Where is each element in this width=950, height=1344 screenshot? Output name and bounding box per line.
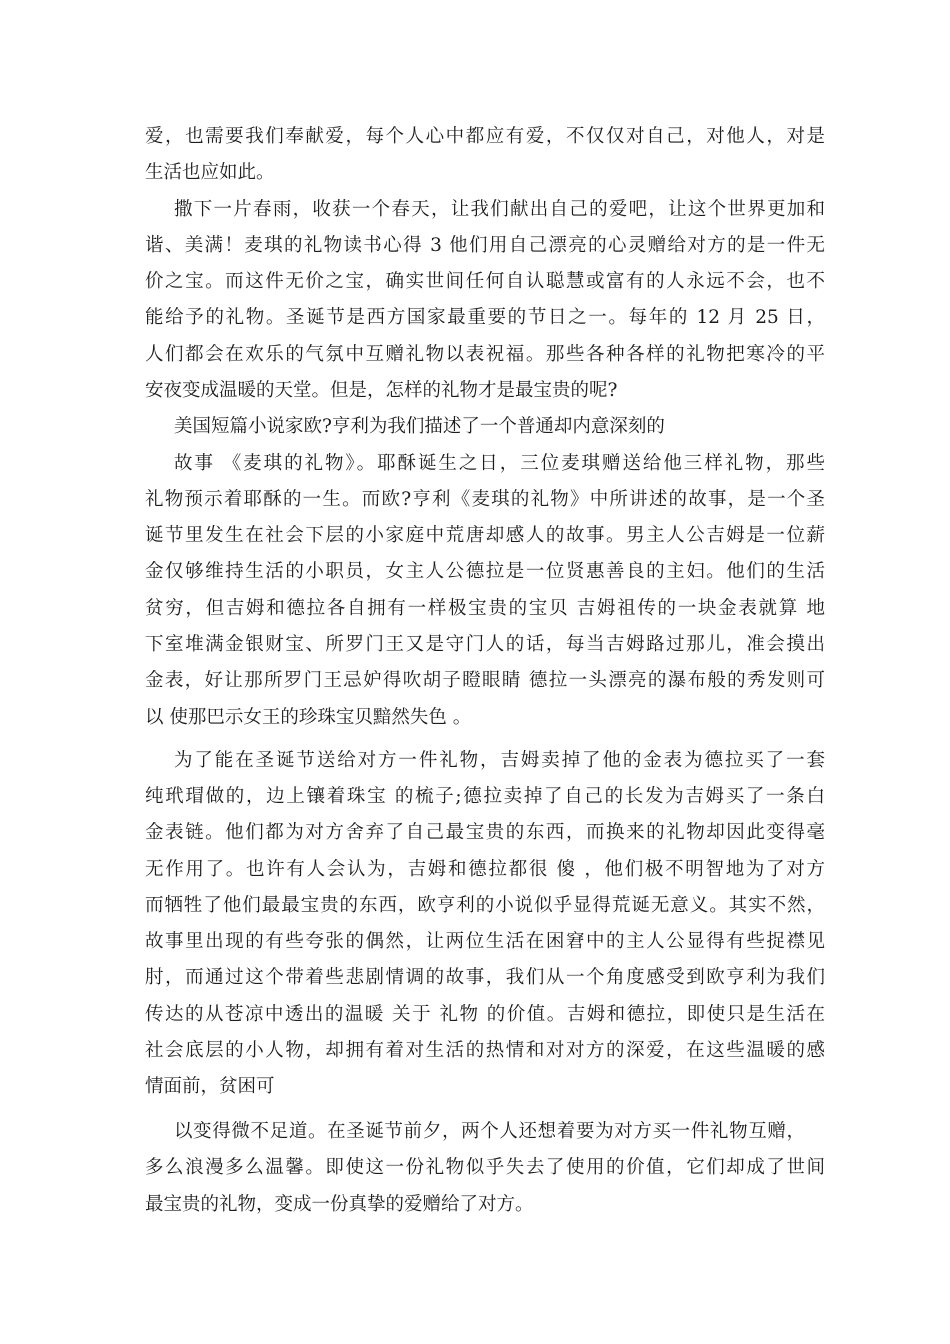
text-line: 下室堆满金银财宝、所罗门王又是守门人的话，每当吉姆路过那儿，准会摸出 [145, 634, 825, 655]
text-line: 人们都会在欢乐的气氛中互赠礼物以表祝福。那些各种各样的礼物把寒冷的平 [145, 344, 825, 365]
text-line: 无作用了。也许有人会认为，吉姆和德拉都很 傻 ，他们极不明智地为了对方 [145, 859, 825, 880]
text-line: 撒下一片春雨，收获一个春天，让我们献出自己的爱吧，让这个世界更加和 [174, 199, 825, 220]
text-line: 多么浪漫多么温馨。即使这一份礼物似乎失去了使用的价值，它们却成了世间 [145, 1157, 825, 1178]
text-line: 故事 《麦琪的礼物》。耶酥诞生之日，三位麦琪赠送给他三样礼物，那些 [174, 453, 825, 474]
text-line: 而牺牲了他们最最宝贵的东西，欧亨利的小说似乎显得荒诞无意义。其实不然， [145, 895, 825, 916]
text-line: 金表链。他们都为对方舍弃了自己最宝贵的东西，而换来的礼物却因此变得毫 [145, 822, 825, 843]
text-line: 金仅够维持生活的小职员，女主人公德拉是一位贤惠善良的主妇。他们的生活 [145, 561, 825, 582]
text-line: 诞节里发生在社会下层的小家庭中荒唐却感人的故事。男主人公吉姆是一位薪 [145, 525, 825, 546]
text-line: 礼物预示着耶酥的一生。而欧?亨利《麦琪的礼物》中所讲述的故事，是一个圣 [145, 489, 825, 510]
text-line: 能给予的礼物。圣诞节是西方国家最重要的节日之一。每年的 12 月 25 日， [145, 307, 825, 328]
text-line: 传达的从苍凉中透出的温暖 关于 礼物 的价值。吉姆和德拉，即使只是生活在 [145, 1004, 825, 1025]
text-line: 纯玳瑁做的，边上镶着珠宝 的梳子;德拉卖掉了自己的长发为吉姆买了一条白 [145, 786, 825, 807]
text-line: 谐、美满！麦琪的礼物读书心得 3 他们用自己漂亮的心灵赠给对方的是一件无 [145, 235, 825, 256]
text-line: 为了能在圣诞节送给对方一件礼物，吉姆卖掉了他的金表为德拉买了一套 [174, 750, 825, 771]
text-line: 美国短篇小说家欧?亨利为我们描述了一个普通却内意深刻的 [174, 416, 665, 437]
text-line: 价之宝。而这件无价之宝，确实世间任何自认聪慧或富有的人永远不会，也不 [145, 271, 825, 292]
text-line: 爱，也需要我们奉献爱，每个人心中都应有爱，不仅仅对自己，对他人，对是 [145, 126, 825, 147]
text-line: 社会底层的小人物，却拥有着对生活的热情和对对方的深爱，在这些温暖的感 [145, 1040, 825, 1061]
text-line: 故事里出现的有些夸张的偶然，让两位生活在困窘中的主人公显得有些捉襟见 [145, 931, 825, 952]
text-line: 生活也应如此。 [145, 162, 275, 183]
text-line: 最宝贵的礼物，变成一份真挚的爱赠给了对方。 [145, 1194, 534, 1215]
text-line: 以 使那巴示女王的珍珠宝贝黯然失色 。 [145, 707, 472, 728]
text-line: 情面前，贫困可 [145, 1076, 275, 1097]
text-line: 安夜变成温暖的天堂。但是，怎样的礼物才是最宝贵的呢? [145, 380, 618, 401]
text-line: 以变得微不足道。在圣诞节前夕，两个人还想着要为对方买一件礼物互赠， [174, 1121, 805, 1142]
text-line: 金表，好让那所罗门王忌妒得吹胡子瞪眼睛 德拉一头漂亮的瀑布般的秀发则可 [145, 670, 825, 691]
text-line: 贫穷，但吉姆和德拉各自拥有一样极宝贵的宝贝 吉姆祖传的一块金表就算 地 [145, 598, 825, 619]
text-line: 肘，而通过这个带着些悲剧情调的故事，我们从一个角度感受到欧亨利为我们 [145, 967, 825, 988]
